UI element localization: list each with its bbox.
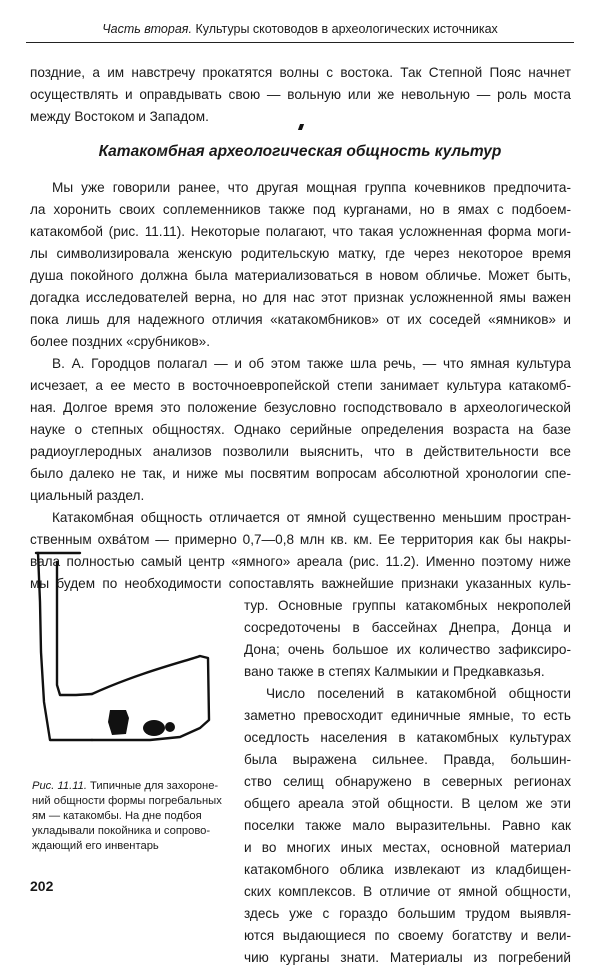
text-line: ла хоронить своих соплеменников также под курганами, но в ямах с подбоем- bbox=[30, 202, 571, 217]
text-line: Катакомбная общность отличается от ямной существенно меньшим простран- bbox=[52, 510, 571, 525]
text-line: Число поселений в катакомбной общности bbox=[266, 686, 571, 701]
text-line: пока лишь для надежного отличия «катакомбников» от их соседей «ямников» и bbox=[30, 312, 571, 327]
text-line: катакомбного облика извлекают из кладбищен- bbox=[244, 862, 571, 877]
text-line: Дона; очень большое их количество зафиксиро- bbox=[244, 642, 571, 657]
text-line: мы будем по необходимости сопоставлять важнейшие признаки указанных куль- bbox=[30, 576, 571, 591]
text-line: общего ареала этой общности. В целом же эти bbox=[244, 796, 571, 811]
text-line: вано также в степях Калмыкии и Предкавказья. bbox=[244, 664, 545, 679]
text-line: В. А. Городцов полагал — и об этом также шла речь, — что ямная культура bbox=[52, 356, 571, 371]
vessel-icon bbox=[165, 722, 175, 732]
text-line: душа покойного должна была материализоваться в новом обличье. Может быть, bbox=[30, 268, 571, 283]
shaft-inner-wall bbox=[57, 562, 92, 695]
text-line: ная. Долгое время это положение безусловно господствовало в археологической bbox=[30, 400, 571, 415]
text-line: заметно превосходит единичные ямные, то есть bbox=[244, 708, 571, 723]
text-line: между Востоком и Западом. bbox=[30, 109, 209, 124]
text-line: лы символизировала женскую родительскую матку, где через некоторое время bbox=[30, 246, 571, 261]
text-line: более поздних «срубников». bbox=[30, 334, 211, 349]
catacomb-figure bbox=[30, 542, 230, 780]
vessel-icon bbox=[143, 720, 165, 736]
caption-line: ям — катакомбы. На дне подбоя bbox=[32, 810, 202, 822]
text-line: тур. Основные группы катакомбных некрополей bbox=[244, 598, 571, 613]
paragraph-4 bbox=[244, 683, 571, 969]
text-line: ских комплексов. В отличие от ямной общности, bbox=[244, 884, 571, 899]
text-line: здесь уже с гораздо большим трудом выявля- bbox=[244, 906, 571, 921]
paragraph-2 bbox=[30, 353, 571, 507]
running-head bbox=[0, 22, 600, 36]
text-line: оседлость населения в катакомбных культурах bbox=[244, 730, 571, 745]
intro-text bbox=[30, 62, 571, 128]
shaft-outer-wall bbox=[38, 553, 92, 740]
text-line: науке о степных общностях. Однако серийные определения возраста на базе bbox=[30, 422, 571, 437]
text-line: догадка исследователей верна, но для нас этот признак усложненной ямы важен bbox=[30, 290, 571, 305]
text-line: осуществлять и оправдывать свою — вольную или же невольную — роль моста bbox=[30, 87, 571, 102]
text-line: поселки также мало выразительны. Равно как bbox=[244, 818, 571, 833]
text-line: чию курганы знати. Материалы из погребений bbox=[244, 950, 571, 965]
text-line: циальный раздел. bbox=[30, 488, 145, 503]
text-line: радиоуглеродных анализов позволили выяснить, что в действительности все bbox=[30, 444, 571, 459]
page-number: 202 bbox=[30, 878, 54, 894]
text-line: поздние, а им навстречу прокатятся волны с востока. Так Степной Пояс начнет bbox=[30, 65, 571, 80]
text-line: ство селищ обнаружено в северных регионах bbox=[244, 774, 571, 789]
caption-line: укладывали покойника и сопрово- bbox=[32, 825, 211, 837]
figure-label: Рис. 11.11. bbox=[32, 780, 87, 792]
text-line: ются выдающиеся по своему богатству и вели- bbox=[244, 928, 571, 943]
text-line: исчезает, а ее место в восточноевропейской степи занимает культура катакомб- bbox=[30, 378, 571, 393]
text-line: Мы уже говорили ранее, что другая мощная группа кочевников предпочита- bbox=[52, 180, 571, 195]
caption-line: ний общности формы погребальных bbox=[32, 795, 222, 807]
text-line: вала полностью самый центр «ямного» ареала (рис. 11.2). Именно поэтому ниже bbox=[30, 554, 571, 569]
text-line: катакомбой (рис. 11.11). Некоторые полагают, что такая усложненная форма моги- bbox=[30, 224, 571, 239]
text-line: ственным охва́том — примерно 0,7—0,8 млн кв. км. Ее территория как бы накры- bbox=[30, 532, 571, 547]
running-head-title: Культуры скотоводов в археологических источниках bbox=[195, 22, 498, 36]
section-heading: Катакомбная археологическая общность культур bbox=[98, 143, 502, 160]
caption-line: ждающий его инвентарь bbox=[32, 840, 159, 852]
grave-goods bbox=[108, 710, 175, 736]
text-line: было далеко не так, и ниже мы посвятим вопросам абсолютной хронологии спе- bbox=[30, 466, 571, 481]
text-line: и во многих иных местах, основной материал bbox=[244, 840, 571, 855]
caption-line bbox=[32, 779, 238, 794]
text-line: была выражена сильнее. Правда, большин- bbox=[244, 752, 571, 767]
figure-caption bbox=[32, 779, 238, 854]
right-column-text bbox=[244, 595, 571, 683]
vessel-icon bbox=[108, 710, 129, 735]
caption-line-text: Типичные для захороне- bbox=[86, 780, 219, 792]
paragraph-1 bbox=[30, 177, 571, 353]
running-head-part: Часть вторая. bbox=[102, 22, 192, 36]
text-line: сосредоточены в бассейнах Днепра, Донца и bbox=[244, 620, 571, 635]
header-rule bbox=[26, 42, 574, 43]
